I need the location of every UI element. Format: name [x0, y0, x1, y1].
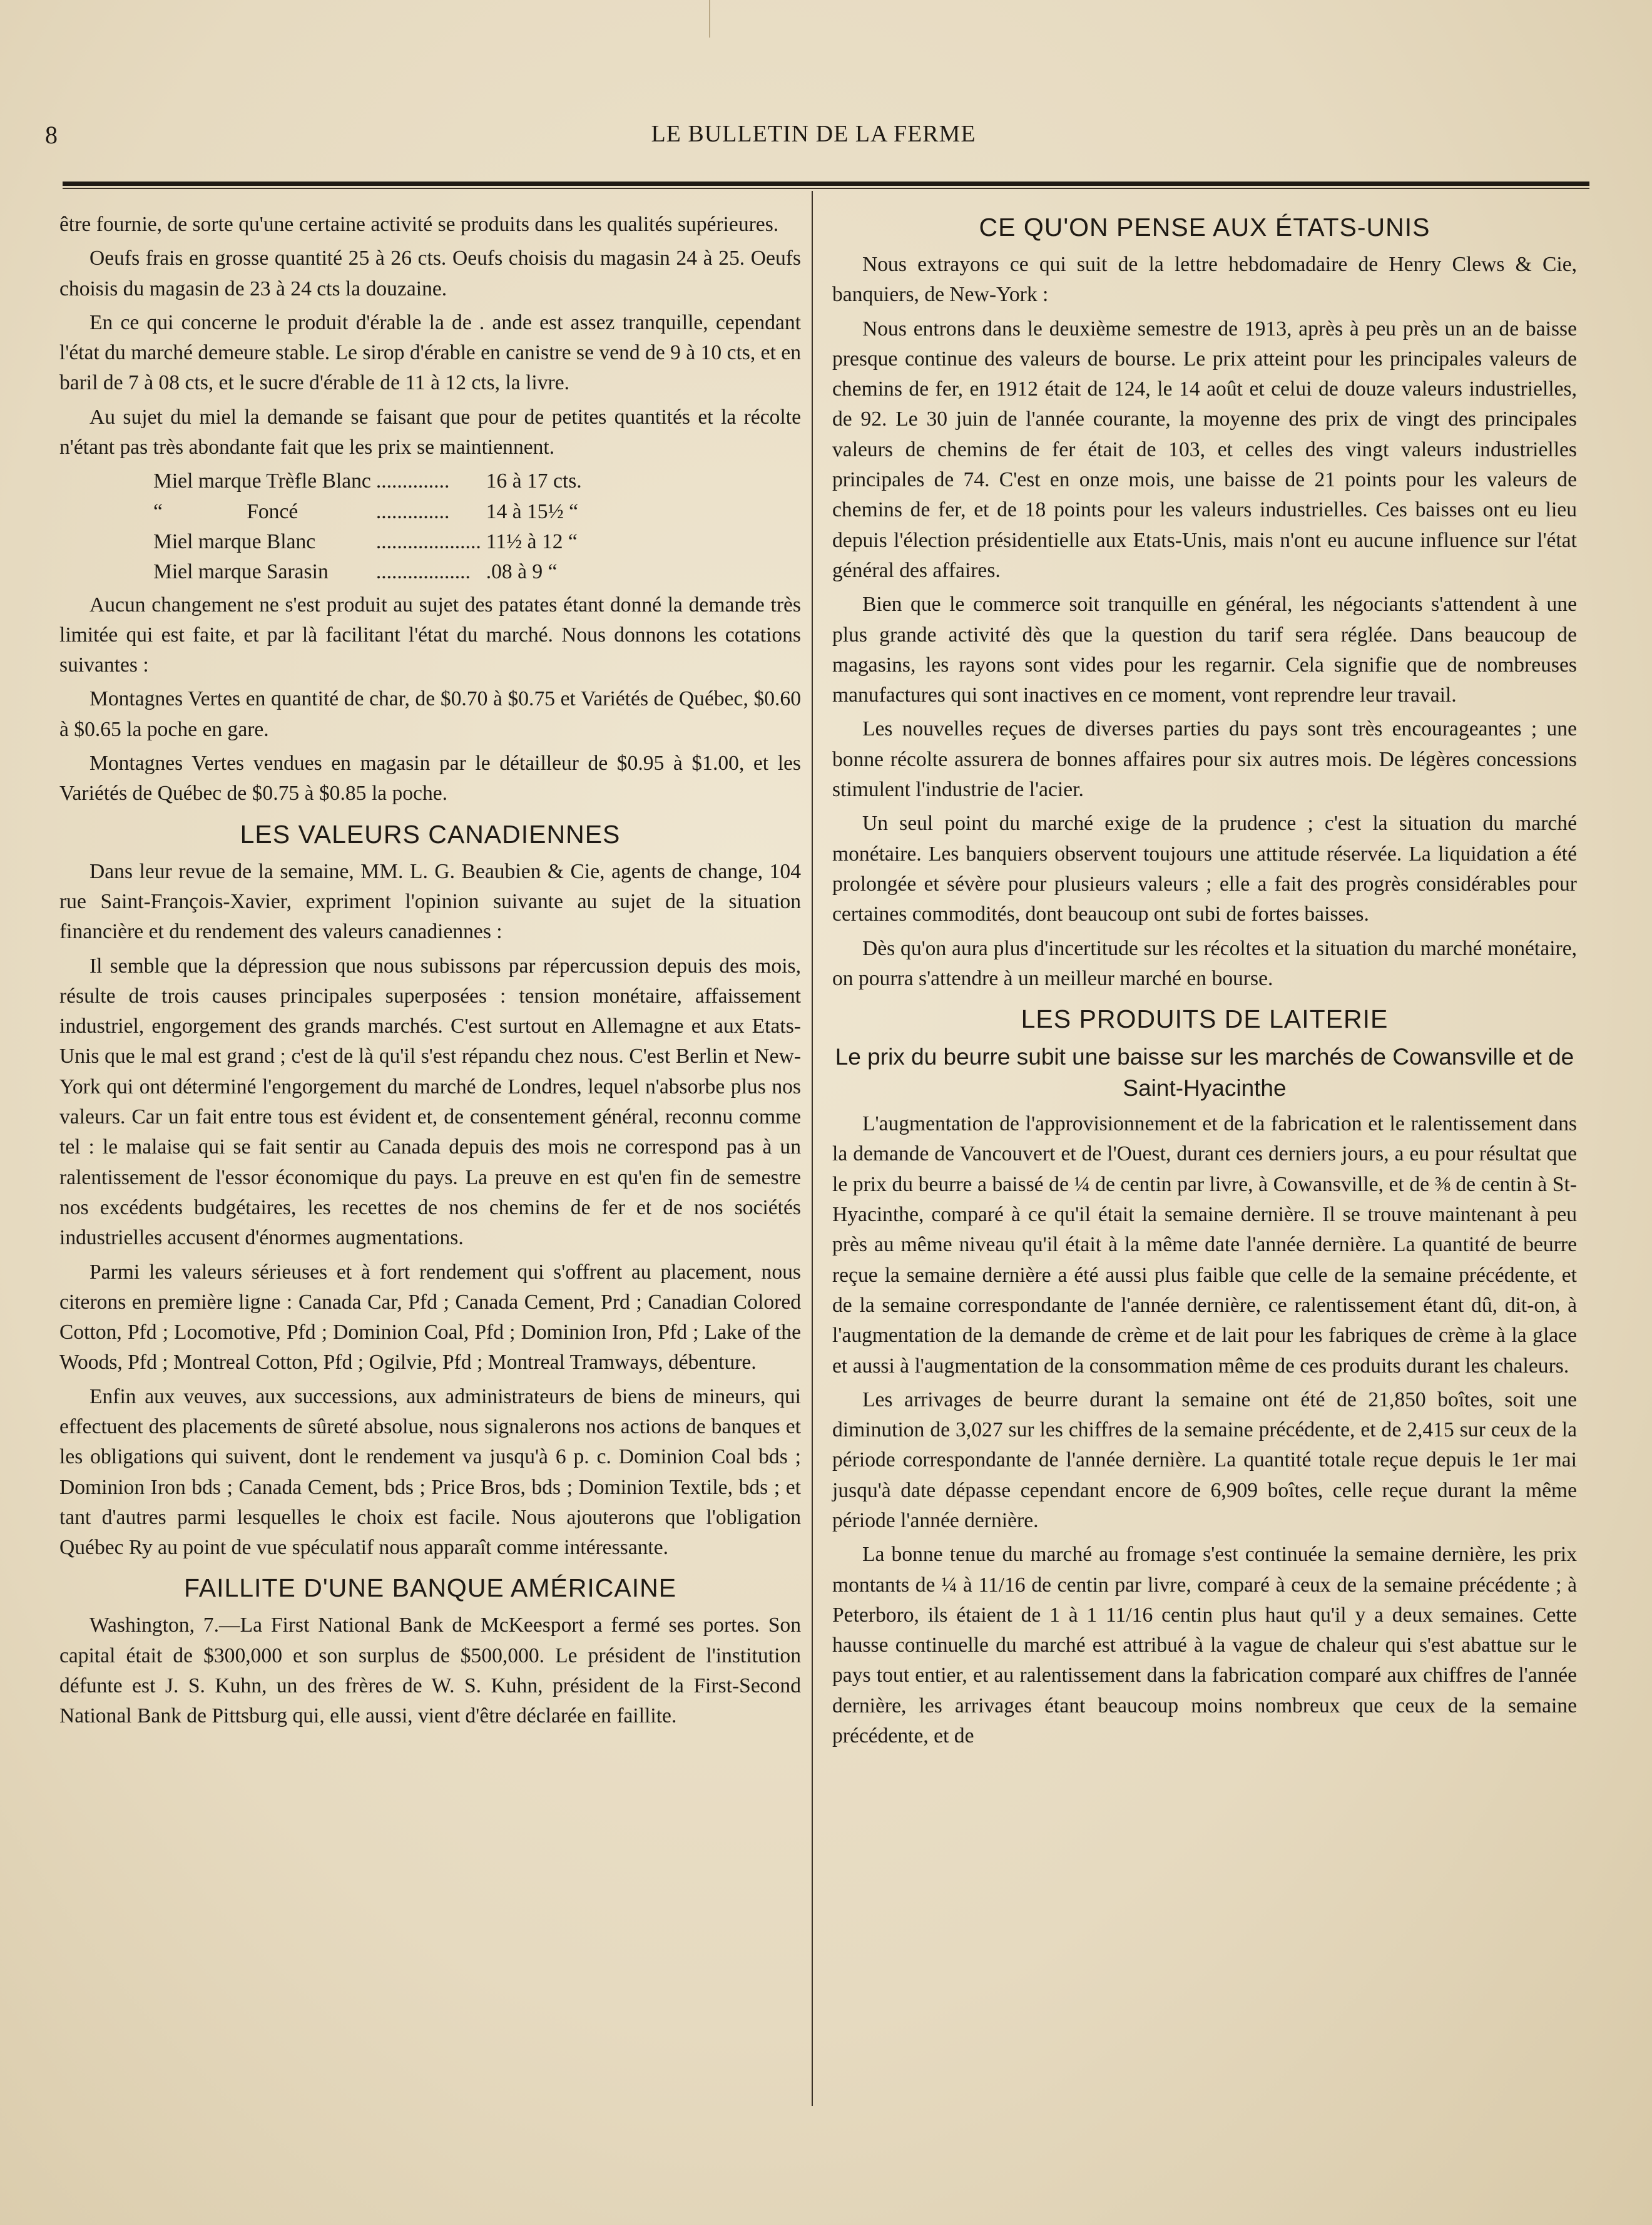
- left-column: [59, 210, 801, 1736]
- section-heading: LES PRODUITS DE LAITERIE: [1021, 1005, 1389, 1034]
- running-title: LE BULLETIN DE LA FERME: [651, 121, 976, 147]
- paragraph: Aucun changement ne s'est produit au sujet des patates étant donné la demande très limitée qui est faite, et par là facilitant l'état du marché. Nous donnons les cotations suivantes :: [59, 593, 801, 677]
- honey-label: “ Foncé: [153, 499, 298, 523]
- section-heading: FAILLITE D'UNE BANQUE AMÉRICAINE: [183, 1573, 677, 1603]
- paragraph: être fournie, de sorte qu'une certaine activité se produits dans les qualités supérieures.: [59, 213, 779, 236]
- paragraph: Washington, 7.—La First National Bank de McKeesport a fermé ses portes. Son capital était de $300,000 et son surplus de $500,000. Le président de l'institution défunte est J. S. Kuhn, un des frères de W. S. Kuhn, président de la First-Second National Bank de Pittsburg qui, elle aussi, vient d'être déclarée en faillite.: [59, 1614, 801, 1728]
- paragraph: La bonne tenue du marché au fromage s'est continuée la semaine dernière, les prix montants de ¼ à 11/16 de centin par livre, comparé à ceux de la semaine précédente ; à Peterboro, ils étaient de 1 à 1 11/16 centin plus haut qu'il y a deux semaines. Cette hausse continuelle du marché est attribué à la vague de chaleur qui s'est abattue sur le pays tout entier, et au ralentissement dans la fabrication comparé aux chiffres de l'année dernière, les arrivages étant beaucoup moins nombreux que ceux de la semaine précédente, et de: [832, 1543, 1577, 1748]
- honey-label: Miel marque Trèfle Blanc: [153, 469, 371, 493]
- honey-price: 14 à 15½ “: [486, 499, 579, 523]
- table-row: [153, 527, 587, 557]
- honey-price: .08 à 9 “: [486, 560, 558, 584]
- paragraph: Nous extrayons ce qui suit de la lettre hebdomadaire de Henry Clews & Cie, banquiers, de New-York :: [832, 253, 1577, 307]
- honey-label: Miel marque Blanc: [153, 529, 316, 553]
- honey-dots: ..............: [375, 499, 450, 523]
- paragraph: Dans leur revue de la semaine, MM. L. G. Beaubien & Cie, agents de change, 104 rue Saint-François-Xavier, expriment l'opinion suivante au sujet de la situation financière et du rendement des valeurs canadiennes :: [59, 859, 801, 944]
- honey-price: 16 à 17 cts.: [486, 469, 582, 493]
- right-column: [832, 210, 1577, 1755]
- column-divider: [812, 191, 813, 2106]
- fold-mark: [709, 0, 710, 38]
- paragraph: Les arrivages de beurre durant la semaine ont été de 21,850 boîtes, soit une diminution de 3,027 sur les chiffres de la semaine précédente, et de 2,415 sur ceux de la période correspondante de l'année dernière. La quantité totale reçue depuis le 1er mai jusqu'à date dépasse cependant encore de 6,909 boîtes, celle reçue durant la même période l'année dernière.: [832, 1388, 1577, 1532]
- table-row: [153, 557, 587, 587]
- header-rule: [63, 182, 1589, 186]
- honey-dots: ..................: [375, 560, 471, 584]
- honey-label: Miel marque Sarasin: [153, 560, 329, 584]
- honey-price-table: [153, 466, 587, 587]
- paragraph: Au sujet du miel la demande se faisant que pour de petites quantités et la récolte n'étant pas très abondante fait que les prix se maintiennent.: [59, 405, 801, 459]
- paragraph: En ce qui concerne le produit d'érable la de . ande est assez tranquille, cependant l'état du marché demeure stable. Le sirop d'érable en canistre se vend de 9 à 10 cts, et en baril de 7 à 08 cts, et le sucre d'érable de 11 à 12 cts, la livre.: [59, 310, 801, 395]
- paragraph: Enfin aux veuves, aux successions, aux administrateurs de biens de mineurs, qui effectuent des placements de sûreté absolue, nous signalerons nos actions de banques et les obligations qui suivent, dont le rendement va jusqu'à 6 p. c. Dominion Coal bds ; Dominion Iron bds ; Canada Cement, bds ; Price Bros, bds ; Dominion Textile, bds ; et tant d'autres parmi lesquelles le choix est facile. Nous ajouterons que l'obligation Québec Ry au point de vue spéculatif nous apparaît comme intéressante.: [59, 1384, 801, 1560]
- section-heading: CE QU'ON PENSE AUX ÉTATS-UNIS: [979, 213, 1430, 242]
- paragraph: L'augmentation de l'approvisionnement et de la fabrication et le ralentissement dans la demande de Vancouvert et de l'Ouest, durant ces derniers jours, a eu pour résultat que le prix du beurre a baissé de ¼ de centin par livre, à Cowansville, et de ⅜ de centin à St-Hyacinthe, comparé à ce qu'il était la semaine dernière. Il se trouve maintenant à peu près au même niveau qu'il était à la même date l'année dernière. La quantité de beurre reçue la semaine dernière a été aussi plus faible que celle de la semaine précédente, et de la semaine correspondante de l'année dernière, ce ralentissement étant dû, dit-on, à l'augmentation de la demande de crème et de lait pour les fabriques de crème à la glace et aussi à l'augmentation de la consommation même de ces produits durant les chaleurs.: [832, 1112, 1577, 1378]
- paragraph: Un seul point du marché exige de la prudence ; c'est la situation du marché monétaire. Les banquiers observent toujours une attitude réservée. La liquidation a été prolongée et sévère pour plusieurs valeurs ; elle a fait des progrès considérables pour certaines commodités, dont beaucoup ont subi de fortes baisses.: [832, 812, 1577, 926]
- table-row: [153, 466, 587, 496]
- paragraph: Montagnes Vertes en quantité de char, de $0.70 à $0.75 et Variétés de Québec, $0.60 à $0.65 la poche en gare.: [59, 687, 801, 741]
- header-rule-thin: [63, 188, 1589, 189]
- honey-dots: ....................: [375, 529, 481, 553]
- paragraph: Bien que le commerce soit tranquille en général, les négociants s'attendent à une plus grande activité dès que la question du tarif sera réglée. Dans beaucoup de magasins, les rayons sont vides pour les regarnir. Cela signifie que de nombreuses manufactures qui sont inactives en ce moment, vont reprendre leur travail.: [832, 593, 1577, 707]
- paragraph: Parmi les valeurs sérieuses et à fort rendement qui s'offrent au placement, nous citerons en première ligne : Canada Car, Pfd ; Canada Cement, Prd ; Canadian Colored Cotton, Pfd ; Locomotive, Pfd ; Dominion Coal, Pfd ; Dominion Iron, Pfd ; Lake of the Woods, Pfd ; Montreal Cotton, Pfd ; Ogilvie, Pfd ; Montreal Tramways, débenture.: [59, 1260, 801, 1374]
- section-subheading: Le prix du beurre subit une baisse sur les marchés de Cowansville et de Saint-Hyacinthe: [835, 1044, 1574, 1102]
- table-row: [153, 497, 587, 527]
- honey-dots: ..............: [375, 469, 450, 493]
- honey-price: 11½ à 12 “: [486, 529, 578, 553]
- paragraph: Il semble que la dépression que nous subissons par répercussion depuis des mois, résulte de trois causes principales superposées : tension monétaire, affaissement industriel, engorgement des grands marchés. C'est surtout en Allemagne et aux Etats-Unis que le mal est grand ; c'est de là qu'il s'est répandu chez nous. C'est Berlin et New-York qui ont déterminé l'engorgement du marché de Londres, lequel n'absorbe plus nos valeurs. Car un fait entre tous est évident et, de consentement général, reconnu comme tel : le malaise qui se fait sentir au Canada depuis des mois ne correspond pas à un ralentissement de l'essor économique du pays. La preuve en est qu'en fin de semestre nos excédents budgétaires, les recettes de nos chemins de fer et de nos sociétés industrielles accusent d'énormes augmentations.: [59, 954, 801, 1250]
- paragraph: Dès qu'on aura plus d'incertitude sur les récoltes et la situation du marché monétaire, on pourra s'attendre à un meilleur marché en bourse.: [832, 936, 1577, 990]
- paragraph: Oeufs frais en grosse quantité 25 à 26 cts. Oeufs choisis du magasin 24 à 25. Oeufs choisis du magasin de 23 à 24 cts la douzaine.: [59, 247, 801, 300]
- paragraph: Montagnes Vertes vendues en magasin par le détailleur de $0.95 à $1.00, et les Variétés de Québec de $0.75 à $0.85 la poche.: [59, 752, 801, 806]
- show-through-masthead: [1026, 94, 1652, 207]
- page-number: 8: [45, 121, 58, 149]
- paragraph: Nous entrons dans le deuxième semestre de 1913, après à peu près un an de baisse presque continue des valeurs de bourse. Le prix atteint pour les principales valeurs de chemins de fer, en 1912 était de 124, le 14 août et celui de douze valeurs industrielles, de 92. Le 30 juin de l'année courante, la moyenne des prix de vingt des principales valeurs de chemins de fer était de 103, et celles des vingt valeurs industrielles principales de 74. C'est en onze mois, une baisse de 21 points pour les valeurs de chemins de fer, et de 18 points pour les valeurs industrielles. Ces baisses ont eu lieu depuis l'élection présidentielle aux Etats-Unis, mais n'ont eu aucune influence sur l'état général des affaires.: [832, 317, 1577, 582]
- section-heading: LES VALEURS CANADIENNES: [240, 819, 621, 849]
- paragraph: Les nouvelles reçues de diverses parties du pays sont très encourageantes ; une bonne récolte assurera de bonnes affaires pour six autres mois. De légères concessions stimulent l'industrie de l'acier.: [832, 717, 1577, 802]
